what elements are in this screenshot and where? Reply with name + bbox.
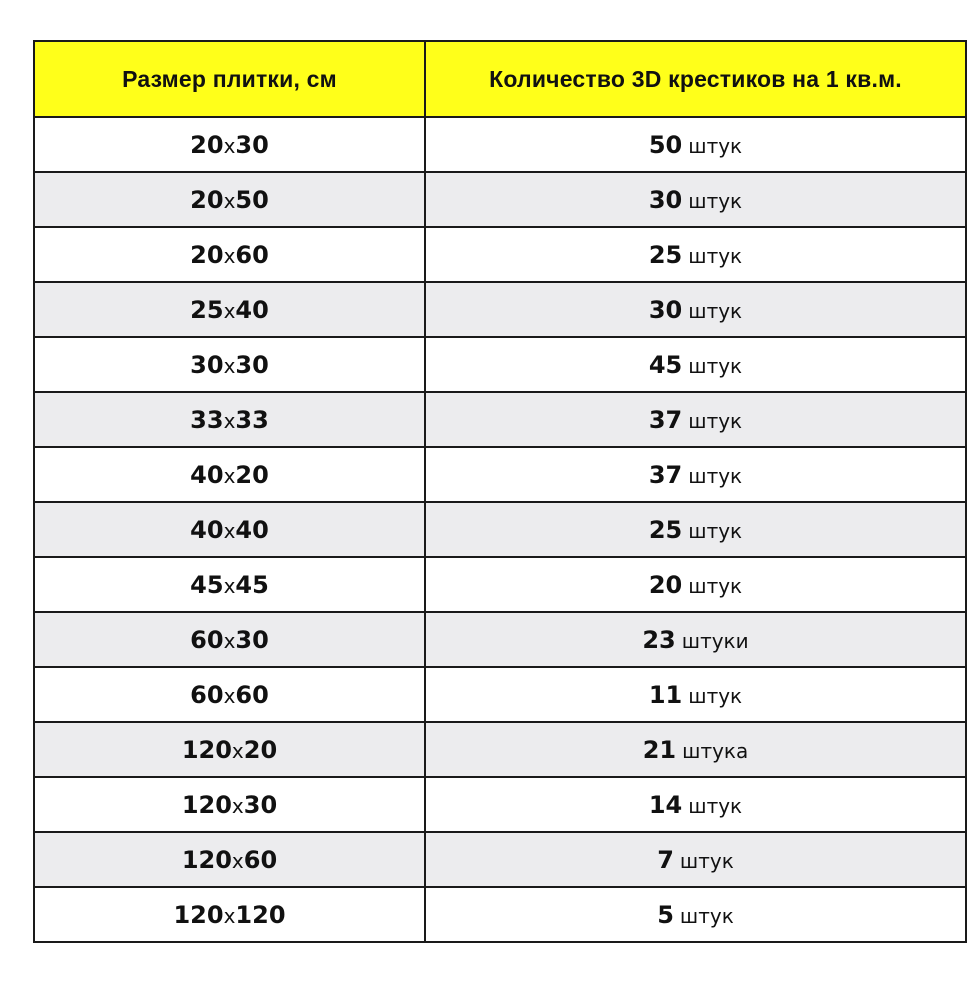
tile-height-value: 30 [235,350,269,379]
crosses-quantity-cell [425,832,966,887]
tile-height-value: 30 [235,130,269,159]
quantity-value: 45 [648,350,683,379]
tile-height-value: 120 [235,900,286,929]
tile-size-cell [34,612,425,667]
quantity-value: 37 [648,405,683,434]
quantity-unit: штук [688,353,743,378]
table-row [34,612,966,667]
crosses-quantity-cell [425,777,966,832]
tile-size-cell [34,337,425,392]
tile-width-value: 40 [190,515,224,544]
tile-size-cell [34,447,425,502]
size-separator: x [223,298,236,323]
tile-width-value: 20 [190,130,224,159]
table-row [34,502,966,557]
tile-height-value: 50 [235,185,269,214]
crosses-quantity-cell [425,117,966,172]
quantity-unit: штук [688,518,743,543]
size-separator: x [231,848,244,873]
table-body [34,117,966,942]
header-tile-size: Размер плитки, см [34,41,425,117]
tile-size-cell [34,777,425,832]
quantity-value: 21 [642,735,677,764]
tile-size-cell [34,722,425,777]
table-row [34,447,966,502]
quantity-unit: штук [688,463,743,488]
tile-height-value: 30 [243,790,278,819]
size-separator: x [223,408,236,433]
tile-height-value: 20 [243,735,278,764]
quantity-unit: штук [679,848,734,873]
tile-size-cell [34,667,425,722]
crosses-quantity-cell [425,887,966,942]
quantity-value: 25 [648,515,683,544]
quantity-value: 14 [648,790,683,819]
tile-size-cell [34,117,425,172]
tile-width-value: 20 [190,185,224,214]
quantity-value: 37 [648,460,683,489]
tile-height-value: 30 [235,625,269,654]
tile-height-value: 20 [235,460,269,489]
tile-width-value: 60 [190,625,224,654]
crosses-quantity-cell [425,667,966,722]
crosses-quantity-cell [425,612,966,667]
table-row [34,392,966,447]
crosses-quantity-cell [425,447,966,502]
quantity-value: 11 [648,680,683,709]
crosses-quantity-cell [425,557,966,612]
tile-size-cell [34,282,425,337]
table-row [34,667,966,722]
tile-size-cell [34,392,425,447]
tile-width-value: 120 [181,845,232,874]
quantity-unit: штук [688,793,743,818]
tile-size-cell [34,832,425,887]
tile-width-value: 45 [190,570,224,599]
tile-width-value: 120 [181,790,232,819]
quantity-unit: штук [688,298,743,323]
tile-width-value: 30 [190,350,224,379]
quantity-unit: штук [688,683,743,708]
size-separator: x [223,573,236,598]
quantity-unit: штука [682,738,749,763]
tile-size-cell [34,887,425,942]
size-separator: x [223,463,236,488]
quantity-unit: штук [679,903,734,928]
tile-width-value: 60 [190,680,224,709]
size-separator: x [223,188,236,213]
table-row [34,832,966,887]
quantity-unit: штук [688,243,743,268]
tile-height-value: 40 [235,295,269,324]
quantity-unit: штук [688,133,743,158]
table-row [34,227,966,282]
crosses-quantity-cell [425,392,966,447]
size-separator: x [223,353,236,378]
size-separator: x [223,243,236,268]
table-row [34,887,966,942]
crosses-quantity-cell [425,227,966,282]
crosses-quantity-cell [425,502,966,557]
size-separator: x [223,683,236,708]
table-row [34,282,966,337]
crosses-quantity-cell [425,172,966,227]
table-row [34,117,966,172]
tile-height-value: 45 [235,570,269,599]
tile-width-value: 120 [181,735,232,764]
quantity-unit: штук [688,573,743,598]
tile-width-value: 20 [190,240,224,269]
tile-size-cell [34,502,425,557]
quantity-value: 50 [648,130,683,159]
quantity-unit: штуки [681,628,749,653]
crosses-quantity-cell [425,337,966,392]
quantity-value: 30 [648,295,683,324]
tile-width-value: 40 [190,460,224,489]
tile-height-value: 40 [235,515,269,544]
tile-width-value: 33 [190,405,224,434]
table-header-row [34,41,966,117]
tile-size-cell [34,172,425,227]
tile-height-value: 60 [235,240,269,269]
table-row [34,337,966,392]
size-separator: x [231,793,244,818]
table-row [34,172,966,227]
size-separator: x [223,133,236,158]
tile-spacer-table [33,40,967,943]
header-crosses-quantity: Количество 3D крестиков на 1 кв.м. [425,41,966,117]
table-row [34,722,966,777]
size-separator: x [223,518,236,543]
table-row [34,777,966,832]
quantity-value: 25 [648,240,683,269]
size-separator: x [223,628,236,653]
size-separator: x [231,738,244,763]
tile-width-value: 120 [173,900,224,929]
size-separator: x [223,903,236,928]
tile-size-cell [34,227,425,282]
quantity-value: 23 [642,625,676,654]
quantity-unit: штук [688,408,743,433]
crosses-quantity-cell [425,722,966,777]
tile-height-value: 60 [235,680,269,709]
quantity-unit: штук [688,188,743,213]
quantity-value: 30 [648,185,683,214]
tile-spacer-table-container [33,40,965,943]
crosses-quantity-cell [425,282,966,337]
tile-size-cell [34,557,425,612]
tile-height-value: 33 [235,405,269,434]
quantity-value: 5 [657,900,674,929]
tile-width-value: 25 [190,295,224,324]
quantity-value: 7 [657,845,674,874]
table-row [34,557,966,612]
tile-height-value: 60 [243,845,278,874]
quantity-value: 20 [648,570,683,599]
